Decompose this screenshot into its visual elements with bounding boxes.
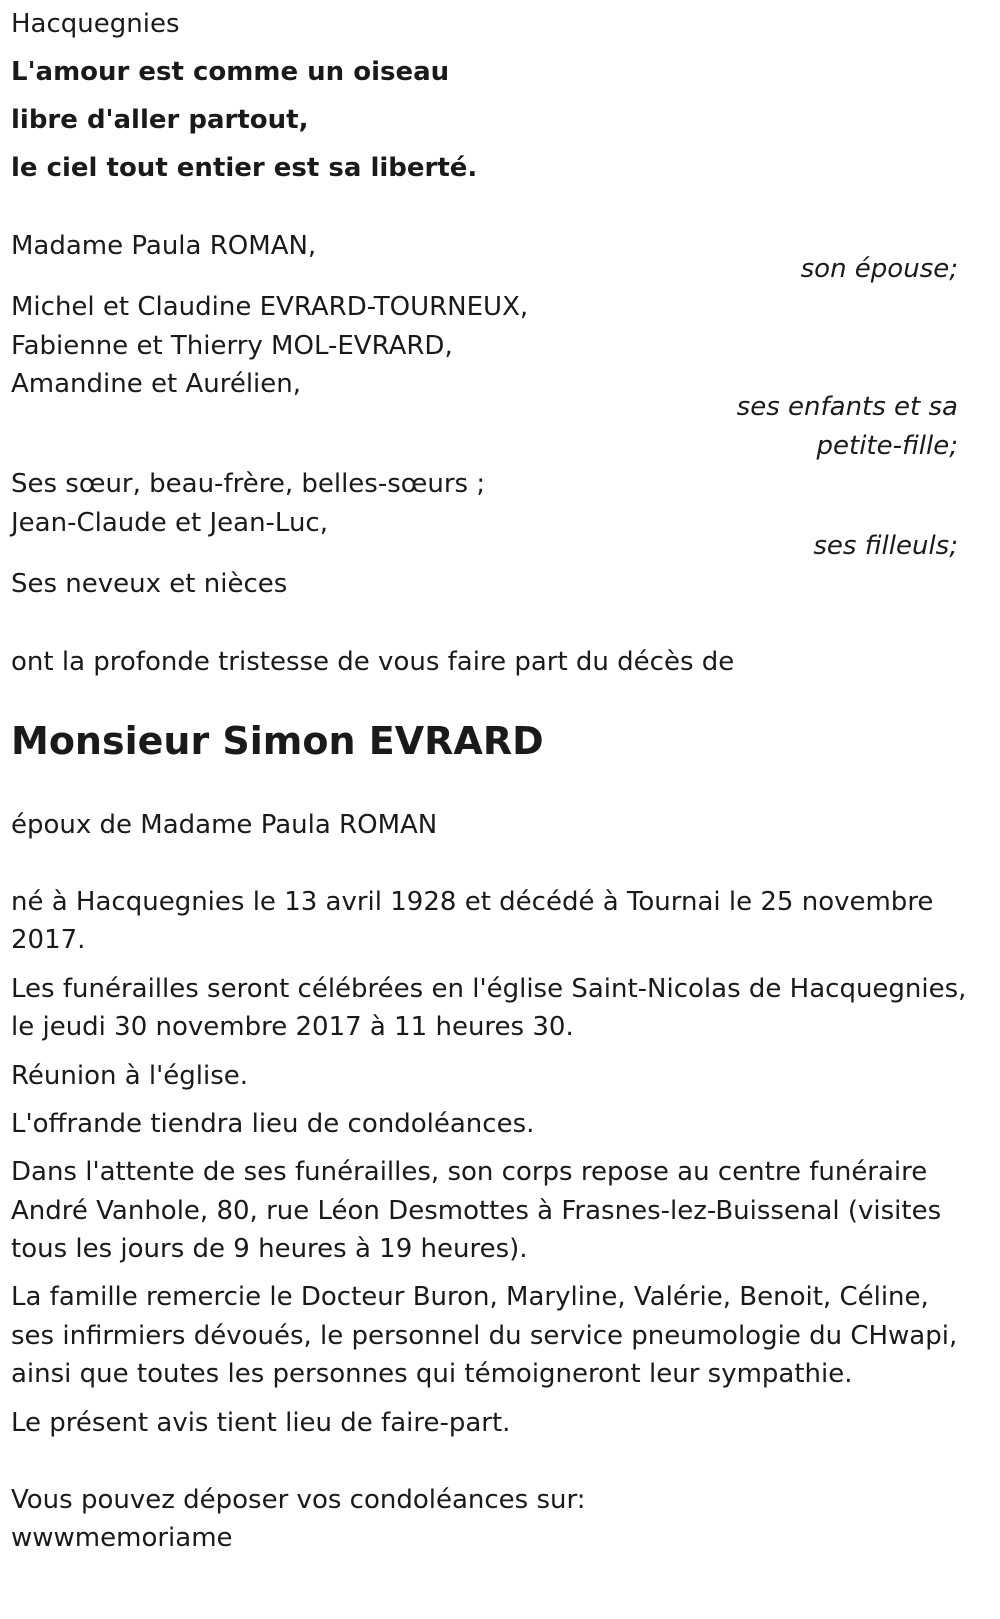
deceased-name: Monsieur Simon EVRARD (11, 719, 544, 763)
spouse-of: époux de Madame Paula ROMAN (11, 810, 438, 840)
child-line-3: Amandine et Aurélien, (11, 369, 302, 399)
offering-info: L'offrande tiendra lieu de condoléances. (11, 1109, 535, 1139)
condolences-site: wwwmemoriame (11, 1523, 233, 1553)
funeral-line-1: Les funérailles seront célébrées en l'église Saint-Nicolas de Hacquegnies, (11, 974, 967, 1004)
nephews: Ses neveux et nièces (11, 569, 288, 599)
thanks-line-2: ses infirmiers dévoués, le personnel du service pneumologie du CHwapi, (11, 1321, 958, 1351)
birth-death-line-1: né à Hacquegnies le 13 avril 1928 et décédé à Tournai le 25 novembre (11, 887, 934, 917)
spouse-name: Madame Paula ROMAN, (11, 231, 317, 261)
rest-line-2: André Vanhole, 80, rue Léon Desmottes à Frasnes-lez-Buissenal (visites (11, 1196, 942, 1226)
spouse-role: son épouse; (800, 254, 958, 284)
child-line-2: Fabienne et Thierry MOL-EVRARD, (11, 331, 453, 361)
siblings: Ses sœur, beau-frère, belles-sœurs ; (11, 469, 486, 499)
condolences-label: Vous pouvez déposer vos condoléances sur: (11, 1485, 586, 1515)
rest-line-1: Dans l'attente de ses funérailles, son corps repose au centre funéraire (11, 1157, 928, 1187)
notice-text: Le présent avis tient lieu de faire-part. (11, 1408, 511, 1438)
birth-death-line-2: 2017. (11, 925, 86, 955)
meeting-info: Réunion à l'église. (11, 1061, 249, 1091)
children-role-line-1: ses enfants et sa (736, 392, 958, 422)
funeral-line-2: le jeudi 30 novembre 2017 à 11 heures 30. (11, 1012, 574, 1042)
godchildren-role: ses filleuls; (813, 531, 958, 561)
godchildren: Jean-Claude et Jean-Luc, (11, 508, 328, 538)
children-role-line-2: petite-fille; (816, 431, 958, 461)
thanks-line-3: ainsi que toutes les personnes qui témoigneront leur sympathie. (11, 1359, 853, 1389)
announcement: ont la profonde tristesse de vous faire part du décès de (11, 647, 735, 677)
poem-line-3: le ciel tout entier est sa liberté. (11, 153, 478, 183)
child-line-1: Michel et Claudine EVRARD-TOURNEUX, (11, 292, 529, 322)
poem-line-1: L'amour est comme un oiseau (11, 57, 450, 87)
poem-line-2: libre d'aller partout, (11, 105, 309, 135)
rest-line-3: tous les jours de 9 heures à 19 heures). (11, 1234, 528, 1264)
thanks-line-1: La famille remercie le Docteur Buron, Maryline, Valérie, Benoit, Céline, (11, 1282, 929, 1312)
place-heading: Hacquegnies (11, 9, 180, 39)
